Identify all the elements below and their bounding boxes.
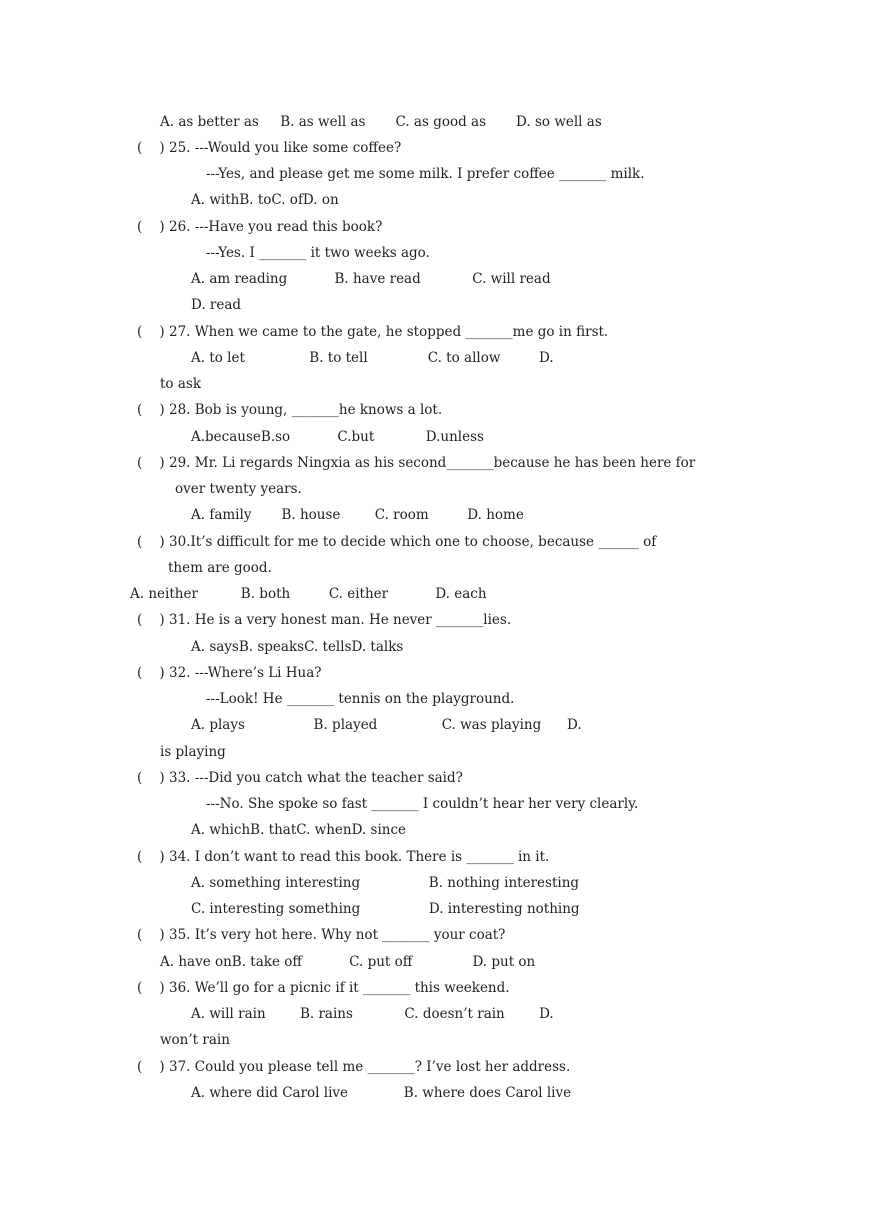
- q31-question: ( ) 31. He is a very honest man. He never _______lies.: [137, 612, 512, 628]
- q26-options-cont: D. read: [191, 297, 242, 313]
- q34-options-ab: A. something interesting B. nothing interesting: [191, 875, 580, 891]
- q25-options: A. withB. toC. ofD. on: [191, 192, 339, 208]
- q30-question: ( ) 30.It’s difficult for me to decide which one to choose, because ______ of: [137, 534, 657, 550]
- q32-dialogue: ---Look! He _______ tennis on the playground.: [206, 691, 515, 707]
- q34-question: ( ) 34. I don’t want to read this book. There is _______ in it.: [137, 849, 550, 865]
- q30-question-cont: them are good.: [168, 560, 272, 576]
- q37-options: A. where did Carol live B. where does Carol live: [191, 1085, 572, 1101]
- q29-question-cont: over twenty years.: [175, 481, 302, 497]
- q33-options: A. whichB. thatC. whenD. since: [191, 822, 407, 838]
- q32-question: ( ) 32. ---Where’s Li Hua?: [137, 665, 322, 681]
- q35-question: ( ) 35. It’s very hot here. Why not _______ your coat?: [137, 927, 506, 943]
- q29-options: A. family B. house C. room D. home: [191, 507, 524, 523]
- q36-question: ( ) 36. We’ll go for a picnic if it _______ this weekend.: [137, 980, 510, 996]
- q27-options: A. to let B. to tell C. to allow D.: [191, 350, 554, 366]
- q32-options: A. plays B. played C. was playing D.: [191, 717, 582, 733]
- q27-question: ( ) 27. When we came to the gate, he stopped _______me go in first.: [137, 324, 609, 340]
- q25-question: ( ) 25. ---Would you like some coffee?: [137, 140, 402, 156]
- q26-dialogue: ---Yes. I _______ it two weeks ago.: [206, 245, 430, 261]
- q28-question: ( ) 28. Bob is young, _______he knows a lot.: [137, 402, 443, 418]
- q31-options: A. saysB. speaksC. tellsD. talks: [191, 639, 404, 655]
- q29-question: ( ) 29. Mr. Li regards Ningxia as his second_______because he has been here for: [137, 455, 696, 471]
- q33-dialogue: ---No. She spoke so fast _______ I couldn’t hear her very clearly.: [206, 796, 639, 812]
- q33-question: ( ) 33. ---Did you catch what the teacher said?: [137, 770, 463, 786]
- q36-options-cont: won’t rain: [160, 1032, 230, 1048]
- q32-options-cont: is playing: [160, 744, 226, 760]
- q26-question: ( ) 26. ---Have you read this book?: [137, 219, 383, 235]
- q36-options: A. will rain B. rains C. doesn’t rain D.: [191, 1006, 554, 1022]
- q24-options: A. as better as B. as well as C. as good as D. so well as: [160, 114, 602, 130]
- q34-options-cd: C. interesting something D. interesting nothing: [191, 901, 580, 917]
- q35-options: A. have onB. take off C. put off D. put on: [160, 954, 536, 970]
- q30-options: A. neither B. both C. either D. each: [130, 586, 487, 602]
- q25-dialogue: ---Yes, and please get me some milk. I prefer coffee _______ milk.: [206, 166, 645, 182]
- q26-options: A. am reading B. have read C. will read: [191, 271, 551, 287]
- q28-options: A.becauseB.so C.but D.unless: [191, 429, 484, 445]
- q37-question: ( ) 37. Could you please tell me _______? I’ve lost her address.: [137, 1059, 571, 1075]
- q27-options-cont: to ask: [160, 376, 202, 392]
